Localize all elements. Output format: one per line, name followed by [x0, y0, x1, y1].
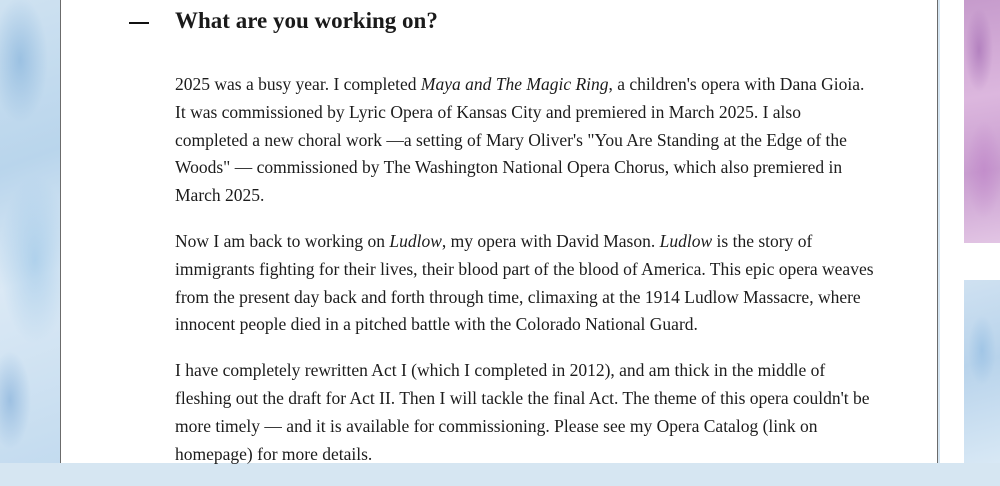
paragraph-2 [175, 228, 875, 339]
paragraph-2-text-c: is the story of immigrants fighting for their lives, their blood part of the blood of America. This epic opera weaves from the present day back and forth through time, climaxing at the 1914 Ludlow Massacre, where innocent people died in a pitched battle with the Colorado National Guard. [175, 230, 874, 335]
accordion-content [175, 71, 875, 486]
opera-title-maya: Maya and The Magic Ring [420, 74, 609, 94]
accordion-toggle-working-on[interactable] [61, 0, 937, 50]
watercolor-background-right-top [964, 0, 1000, 243]
watercolor-background-left [0, 0, 60, 463]
opera-title-ludlow-2: Ludlow [659, 230, 713, 251]
opera-title-ludlow: Ludlow [389, 230, 442, 251]
section-heading: What are you working on? [175, 8, 438, 33]
paragraph-3: I have completely rewritten Act I (which I completed in 2012), and am thick in the middle of fleshing out the draft for Act II. Then I will tackle the final Act. The theme of this opera couldn't be more timely — and it is available for commissioning. Please see my Opera Catalog (link on homepage) for more details. [175, 360, 870, 464]
paragraph-1-text-a: 2025 was a busy year. I completed [175, 74, 421, 94]
paragraph-1-text-b: , a children's opera with Dana Gioia. It was commissioned by Lyric Opera of Kansas City and premiered in March 2025. I also completed a new choral work —a setting of Mary Oliver's "You Are Standing at the Edge of the Woods" — commissioned by The Washington National Opera Chorus, which also premiered in March 2025. [175, 74, 865, 206]
minus-icon[interactable] [129, 22, 149, 24]
paragraph-2-text-a: Now I am back to working on [175, 230, 390, 251]
right-margin [940, 0, 964, 463]
watercolor-background-right-bottom [964, 280, 1000, 463]
paragraph-1 [175, 71, 875, 210]
right-gap [964, 243, 1000, 280]
paragraph-2-text-b: , my opera with David Mason. [441, 230, 660, 251]
content-card [60, 0, 938, 463]
